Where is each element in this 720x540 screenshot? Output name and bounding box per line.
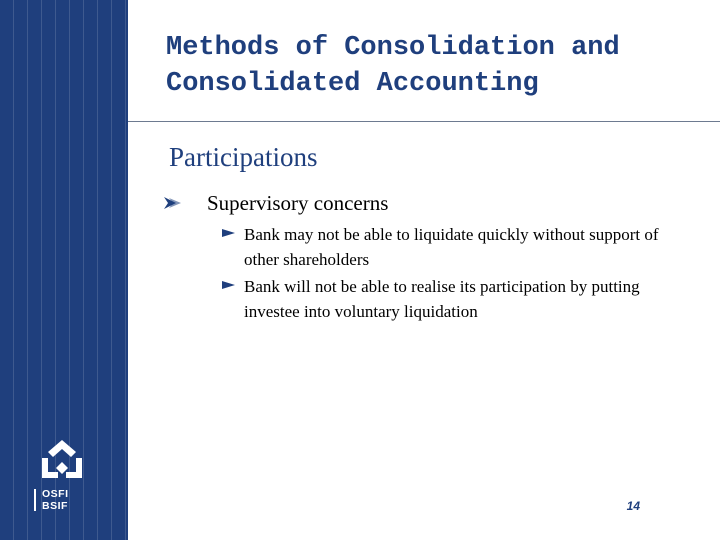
logo-divider	[34, 489, 36, 511]
sub-bullet-text: Bank will not be able to realise its participation by putting investee into voluntary liquidation	[244, 277, 640, 321]
logo-wordmark	[34, 488, 90, 512]
flag-bullet-icon	[222, 281, 235, 289]
section-heading: Participations	[169, 142, 318, 172]
logo-text-osfi: OSFI	[42, 488, 69, 500]
sub-bullet-text: Bank may not be able to liquidate quickly without support of other shareholders	[244, 225, 659, 269]
title-divider	[128, 121, 720, 122]
chevron-bullet-icon	[162, 195, 182, 211]
osfi-logo-icon	[38, 438, 86, 482]
sidebar	[0, 0, 128, 540]
page-number: 14	[626, 499, 640, 513]
bullet-text: Supervisory concerns	[207, 191, 389, 215]
logo-text-bsif: BSIF	[42, 500, 68, 512]
flag-bullet-icon	[222, 229, 235, 237]
slide-title: Methods of Consolidation and Consolidated Accounting	[166, 33, 620, 99]
